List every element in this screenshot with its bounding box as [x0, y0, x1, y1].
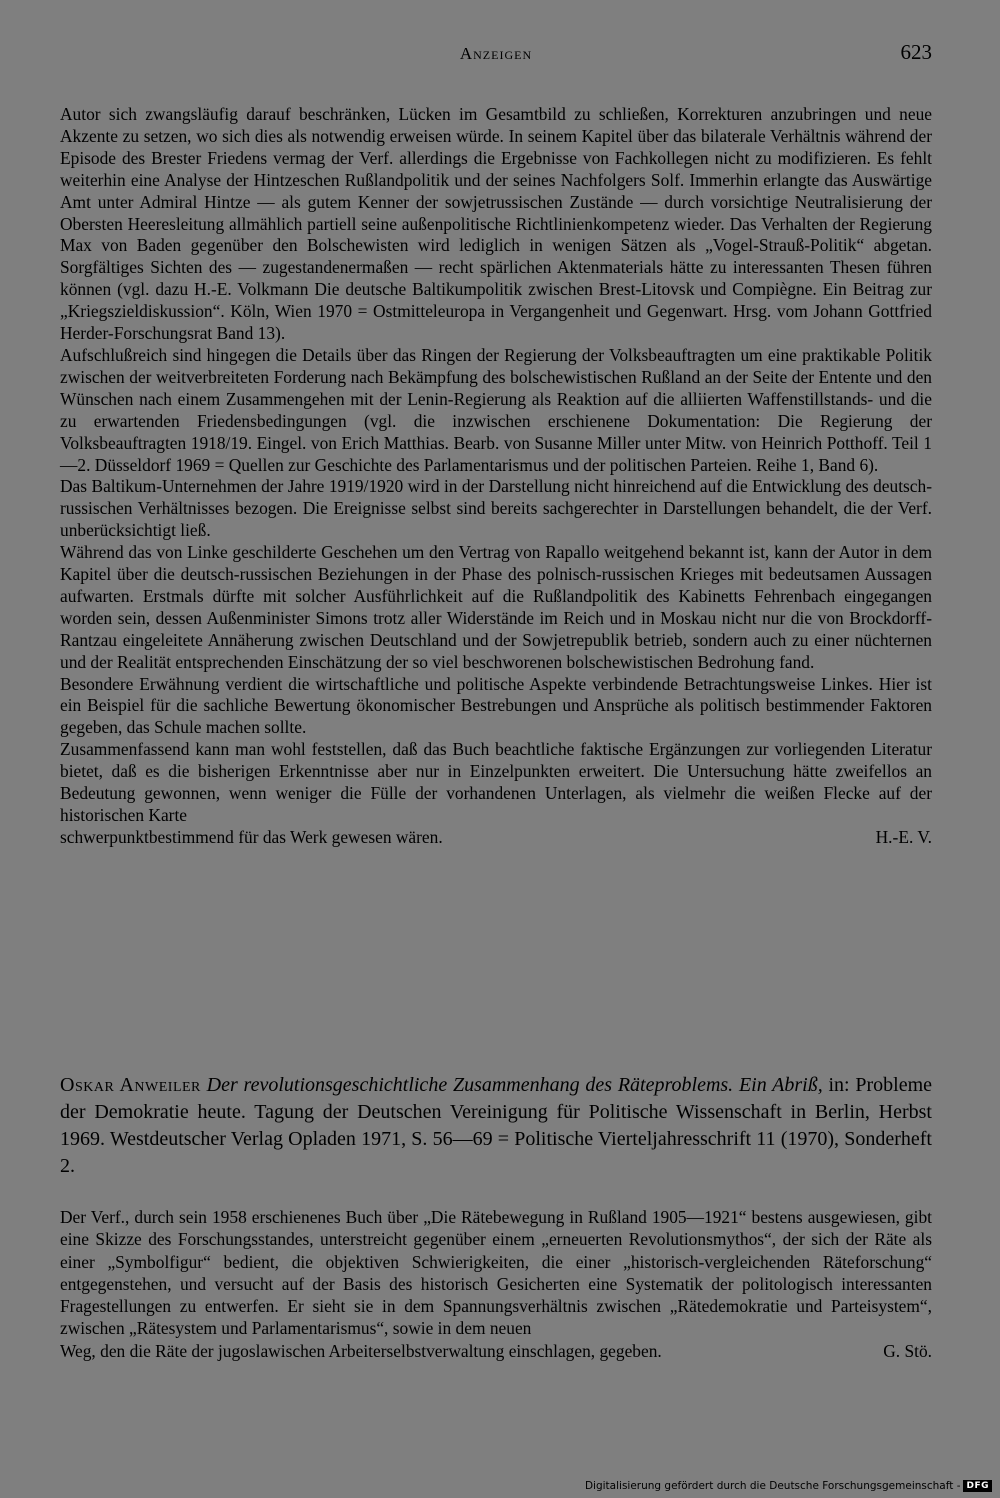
closing-line: [60, 1340, 932, 1362]
paragraph: Das Baltikum-Unternehmen der Jahre 1919/1920 wird in der Darstellung nicht hinreichend auf die Entwicklung des deutsch-russischen Verhältnisses bezogen. Die Ereignisse selbst sind bereits sachgerechter in Darstellungen behandelt, die der Verf. unberücksichtigt ließ.: [60, 476, 932, 541]
paragraph: Zusammenfassend kann man wohl feststellen, daß das Buch beachtliche faktische Ergänzungen zur vorliegenden Literatur bietet, daß es die bisherigen Erkenntnisse aber nur in Einzelpunkten erweitert. Die Untersuchung hätte zweifellos an Bedeutung gewonnen, wenn weniger die Fülle der vorhandenen Unterlagen, als vielmehr die weißen Flecke auf der historischen Karte: [60, 739, 932, 825]
section-title: Anzeigen: [459, 44, 533, 63]
closing-text: Weg, den die Räte der jugoslawischen Arbeiterselbstverwaltung einschlagen, gegeben.: [60, 1340, 662, 1361]
review-2-body: [60, 1206, 932, 1362]
paragraph: Besondere Erwähnung verdient die wirtschaftliche und politische Aspekte verbindende Betrachtungsweise Linkes. Hier ist ein Beispiel für die sachliche Bewertung ökonomischer Bestrebungen und Ansprüche als politisch bestimmender Faktoren gegeben, das Schule machen sollte.: [60, 673, 932, 738]
reviewer-signature: G. Stö.: [883, 1340, 932, 1361]
footer-text: Digitalisierung gefördert durch die Deutsche Forschungsgemeinschaft -: [584, 1480, 961, 1492]
running-head: [60, 40, 932, 74]
closing-text: schwerpunktbestimmend für das Werk gewesen wären.: [60, 826, 443, 847]
paragraph: Der Verf., durch sein 1958 erschienenes Buch über „Die Rätebewegung in Rußland 1905—1921“ bestens ausgewiesen, gibt eine Skizze des Forschungsstandes, unterstreicht gegenüber einem „erneuerten Revolutionsmythos“, der sich der Räte als einer „Symbolfigur“ bedient, die objektiven Schwierigkeiten, die einer „historisch-vergleichenden Räteforschung“ entgegenstehen, und versucht auf der Basis des historisch Gesicherten eine Systematik der politologisch interessanten Fragestellungen zu entwerfen. Er sieht sie in dem Spannungsverhältnis zwischen „Rätedemokratie und Parteisystem“, zwischen „Rätesystem und Parlamentarismus“, sowie in dem neuen: [60, 1207, 932, 1339]
paragraph: Während das von Linke geschilderte Geschehen um den Vertrag von Rapallo weitgehend bekannt ist, kann der Autor in dem Kapitel über die deutsch-russischen Beziehungen in der Phase des polnisch-russischen Krieges mit bedeutsamen Aussagen aufwarten. Erstmals dürfte mit solcher Ausführlichkeit auf die Rußlandpolitik des Kabinetts Fehrenbach eingegangen worden sein, dessen Außenminister Simons trotz aller Widerstände im Reich und in Moskau nicht nur die von Brockdorff-Rantzau eingeleitete Annäherung zwischen Deutschland und der Sowjetrepublik betrieb, sondern auch zu einer nüchternen und der Realität entsprechenden Einschätzung der so viel beschworenen bolschewistischen Bedrohung fand.: [60, 542, 932, 672]
review-title: Der revolutionsgeschichtliche Zusammenhang des Räteproblems. Ein Abriß,: [206, 1074, 823, 1096]
review-2-heading: [60, 1072, 932, 1180]
closing-line: [60, 827, 932, 849]
review-author: Oskar Anweiler: [60, 1074, 201, 1096]
review-1: [60, 104, 932, 849]
reviewer-signature: H.-E. V.: [875, 826, 932, 847]
page-number: 623: [900, 40, 932, 64]
paragraph: Aufschlußreich sind hingegen die Details über das Ringen der Regierung der Volksbeauftragten um eine praktikable Politik zwischen der weitverbreiteten Forderung nach Bekämpfung des bolschewistischen Rußland an der Seite der Entente und den Wünschen nach einem Zusammengehen mit der Lenin-Regierung als Reaktion auf die alliierten Waffenstillstands- und die zu erwartenden Friedensbedingungen (vgl. die inzwischen erschienene Dokumentation: Die Regierung der Volksbeauftragten 1918/19. Eingel. von Erich Matthias. Bearb. von Susanne Miller unter Mitw. von Heinrich Potthoff. Teil 1—2. Düsseldorf 1969 = Quellen zur Geschichte des Parlamentarismus und der politischen Parteien. Reihe 1, Band 6).: [60, 344, 932, 475]
paragraph: Autor sich zwangsläufig darauf beschränken, Lücken im Gesamtbild zu schließen, Korrekturen anzubringen und neue Akzente zu setzen, wo sich dies als notwendig erweisen würde. In seinem Kapitel über das bilaterale Verhältnis während der Episode des Brester Friedens vermag der Verf. allerdings die Ergebnisse von Fachkollegen nicht zu modifizieren. Es fehlt weiterhin eine Analyse der Hintzeschen Rußlandpolitik und der seines Nachfolgers Solf. Immerhin erlangte das Auswärtige Amt unter Admiral Hintze — als gutem Kenner der sowjetrussischen Zustände — durch vorsichtige Neutralisierung der Obersten Heeresleitung allmählich partiell seine außenpolitische Richtlinienkompetenz wieder. Das Verhalten der Regierung Max von Baden gegenüber den Bolschewisten wird lediglich in wenigen Sätzen als „Vogel-Strauß-Politik“ abgetan. Sorgfältiges Sichten des — zugestandenermaßen — recht spärlichen Aktenmaterials hätte zu interessanten Thesen führen können (vgl. dazu H.-E. Volkmann Die deutsche Baltikumpolitik zwischen Brest-Litovsk und Compiègne. Ein Beitrag zur „Kriegszieldiskussion“. Köln, Wien 1970 = Ostmitteleuropa in Vergangenheit und Gegenwart. Hrsg. vom Johann Gottfried Herder-Forschungsrat Band 13).: [60, 104, 932, 344]
dfg-logo: DFG: [963, 1480, 992, 1492]
review-citation: in: Probleme der Demokratie heute. Tagung der Deutschen Vereinigung für Politische Wissenschaft in Berlin, Herbst 1969. Westdeutscher Verlag Opladen 1971, S. 56—69 = Politische Vierteljahresschrift 11 (1970), Sonderheft 2.: [60, 1074, 933, 1177]
digitization-footer: [585, 1480, 992, 1492]
